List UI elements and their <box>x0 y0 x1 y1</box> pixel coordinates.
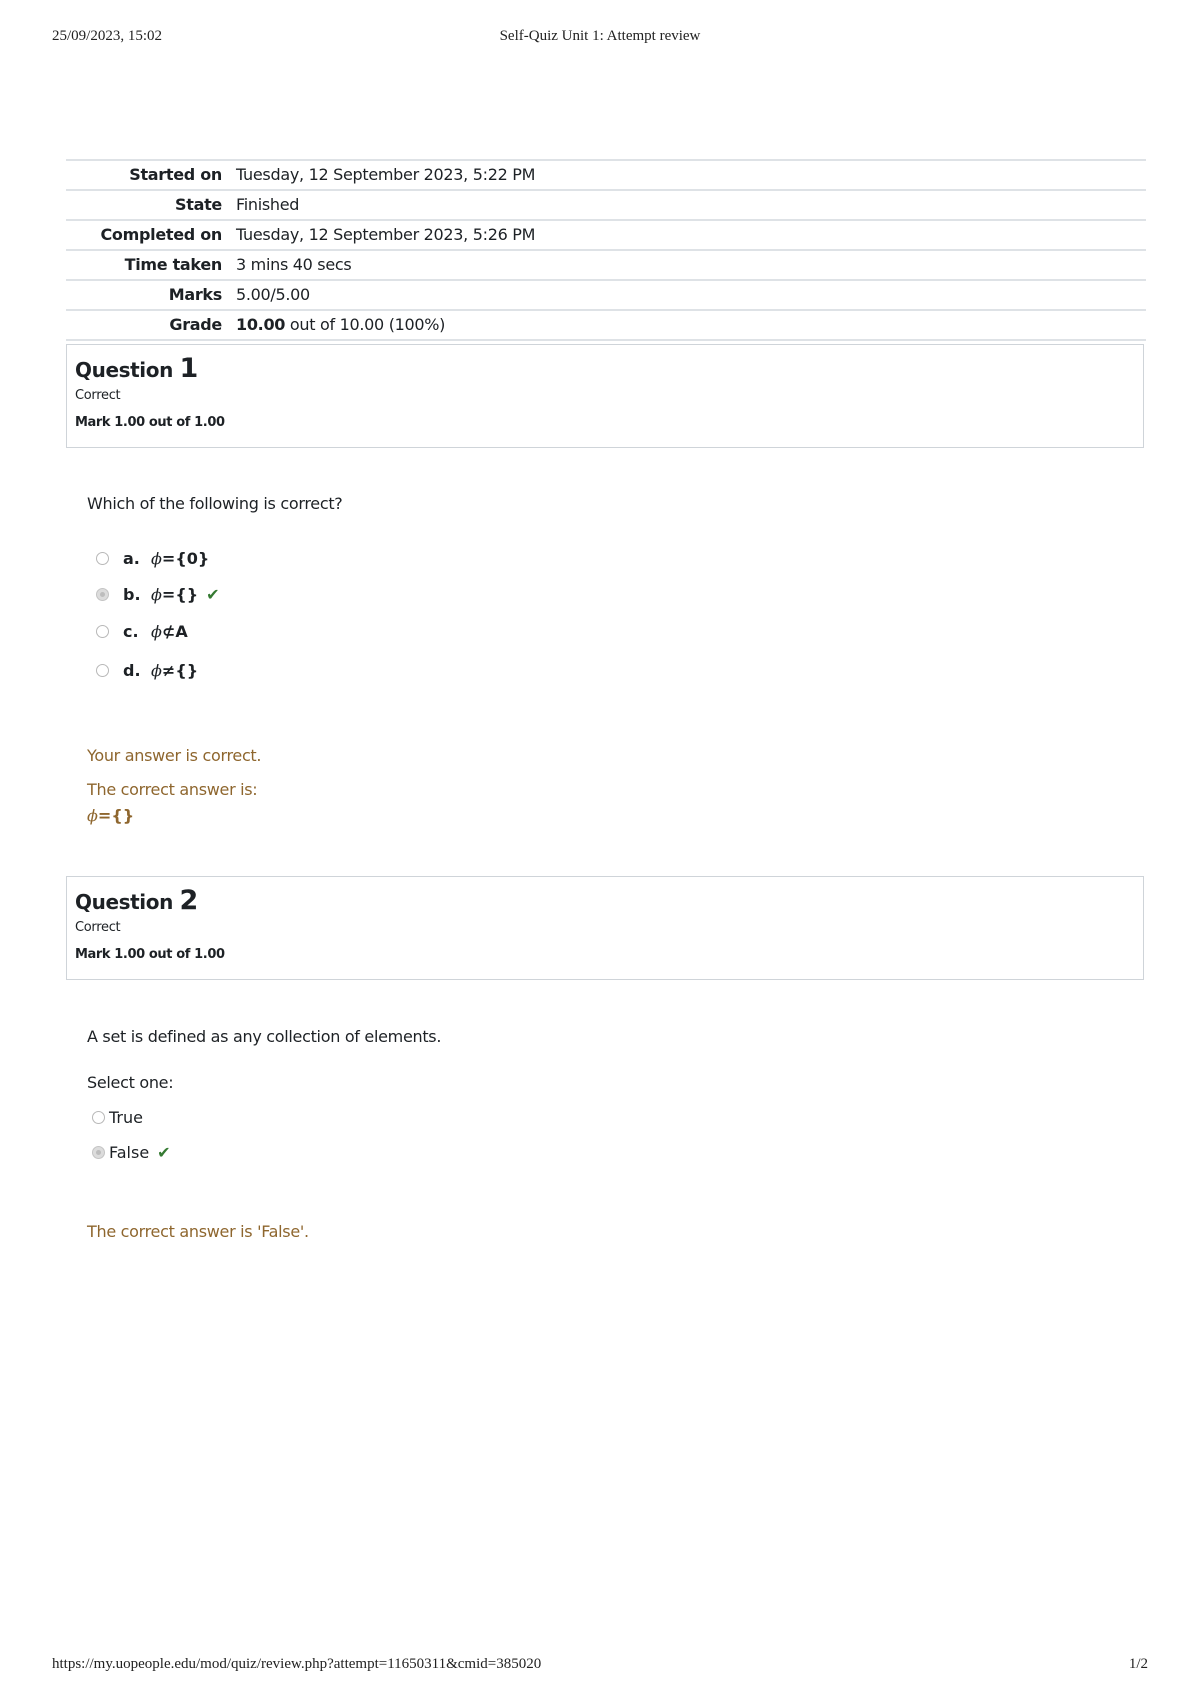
attempt-summary-table <box>66 159 1146 341</box>
correct-answer-value <box>87 806 134 825</box>
grade-value-rest: out of 10.00 (100%) <box>285 315 446 334</box>
answer-option-d[interactable] <box>96 658 198 682</box>
summary-row <box>66 190 1146 220</box>
question-1-info <box>66 344 1144 448</box>
option-text: ⊄A <box>161 621 188 641</box>
summary-label: Started on <box>129 165 222 184</box>
summary-value: Tuesday, 12 September 2023, 5:22 PM <box>236 165 536 184</box>
question-2-info <box>66 876 1144 980</box>
answer-option-a[interactable] <box>96 546 209 570</box>
question-label: Question <box>75 890 173 914</box>
page-number: 1/2 <box>1128 1656 1148 1672</box>
summary-label: Time taken <box>124 255 222 274</box>
question-number <box>75 885 1135 916</box>
print-date: 25/09/2023, 15:02 <box>52 28 163 44</box>
option-text: ={0} <box>161 548 210 568</box>
answer-option-false[interactable] <box>92 1140 171 1164</box>
question-label: Question <box>75 358 173 382</box>
phi-symbol: ϕ <box>87 806 98 825</box>
question-state: Correct <box>75 388 121 403</box>
summary-value: 5.00/5.00 <box>236 285 310 304</box>
radio-button[interactable] <box>96 552 109 565</box>
radio-button[interactable] <box>92 1111 105 1124</box>
summary-row <box>66 310 1146 340</box>
option-letter: a. <box>123 548 140 568</box>
check-icon: ✔ <box>206 584 220 604</box>
option-text: ≠{} <box>161 660 199 680</box>
print-page-title: Self-Quiz Unit 1: Attempt review <box>499 28 701 44</box>
summary-row <box>66 280 1146 310</box>
question-number-value: 1 <box>179 353 198 384</box>
answer-option-true[interactable] <box>92 1105 143 1129</box>
radio-button-selected[interactable] <box>96 588 109 601</box>
radio-button[interactable] <box>96 625 109 638</box>
answer-option-c[interactable] <box>96 619 188 643</box>
phi-symbol: ϕ <box>151 584 162 604</box>
print-footer <box>52 1656 1148 1676</box>
answer-option-b[interactable] <box>96 582 220 606</box>
question-1-text: Which of the following is correct? <box>87 494 343 513</box>
summary-row <box>66 250 1146 280</box>
correct-answer-text: ={} <box>97 806 135 825</box>
summary-row <box>66 220 1146 250</box>
question-mark: Mark 1.00 out of 1.00 <box>75 947 225 962</box>
summary-label: State <box>175 195 222 214</box>
option-label: False <box>109 1142 150 1162</box>
summary-value <box>232 310 1146 340</box>
summary-label: Grade <box>169 315 222 334</box>
question-mark: Mark 1.00 out of 1.00 <box>75 415 225 430</box>
summary-value: Finished <box>236 195 300 214</box>
option-label: True <box>109 1107 143 1127</box>
summary-row <box>66 160 1146 190</box>
question-state: Correct <box>75 920 121 935</box>
summary-value: Tuesday, 12 September 2023, 5:26 PM <box>236 225 536 244</box>
correct-answer: The correct answer is 'False'. <box>87 1222 309 1241</box>
question-number <box>75 353 1135 384</box>
phi-symbol: ϕ <box>151 660 162 680</box>
answer-feedback: Your answer is correct. <box>87 746 262 765</box>
radio-button-selected[interactable] <box>92 1146 105 1159</box>
option-letter: b. <box>123 584 141 604</box>
summary-value: 3 mins 40 secs <box>236 255 352 274</box>
print-header <box>52 28 1148 48</box>
check-icon: ✔ <box>157 1142 171 1162</box>
question-2-text: A set is defined as any collection of elements. <box>87 1027 442 1046</box>
question-number-value: 2 <box>179 885 198 916</box>
option-text: ={} <box>161 584 199 604</box>
option-letter: d. <box>123 660 141 680</box>
select-one-prompt: Select one: <box>87 1073 174 1092</box>
page-url: https://my.uopeople.edu/mod/quiz/review.php?attempt=11650311&cmid=385020 <box>52 1656 542 1672</box>
phi-symbol: ϕ <box>151 548 162 568</box>
grade-value: 10.00 <box>236 315 286 334</box>
phi-symbol: ϕ <box>151 621 162 641</box>
radio-button[interactable] <box>96 664 109 677</box>
summary-label: Completed on <box>100 225 222 244</box>
correct-answer-label: The correct answer is: <box>87 780 258 799</box>
summary-label: Marks <box>168 285 222 304</box>
option-letter: c. <box>123 621 139 641</box>
